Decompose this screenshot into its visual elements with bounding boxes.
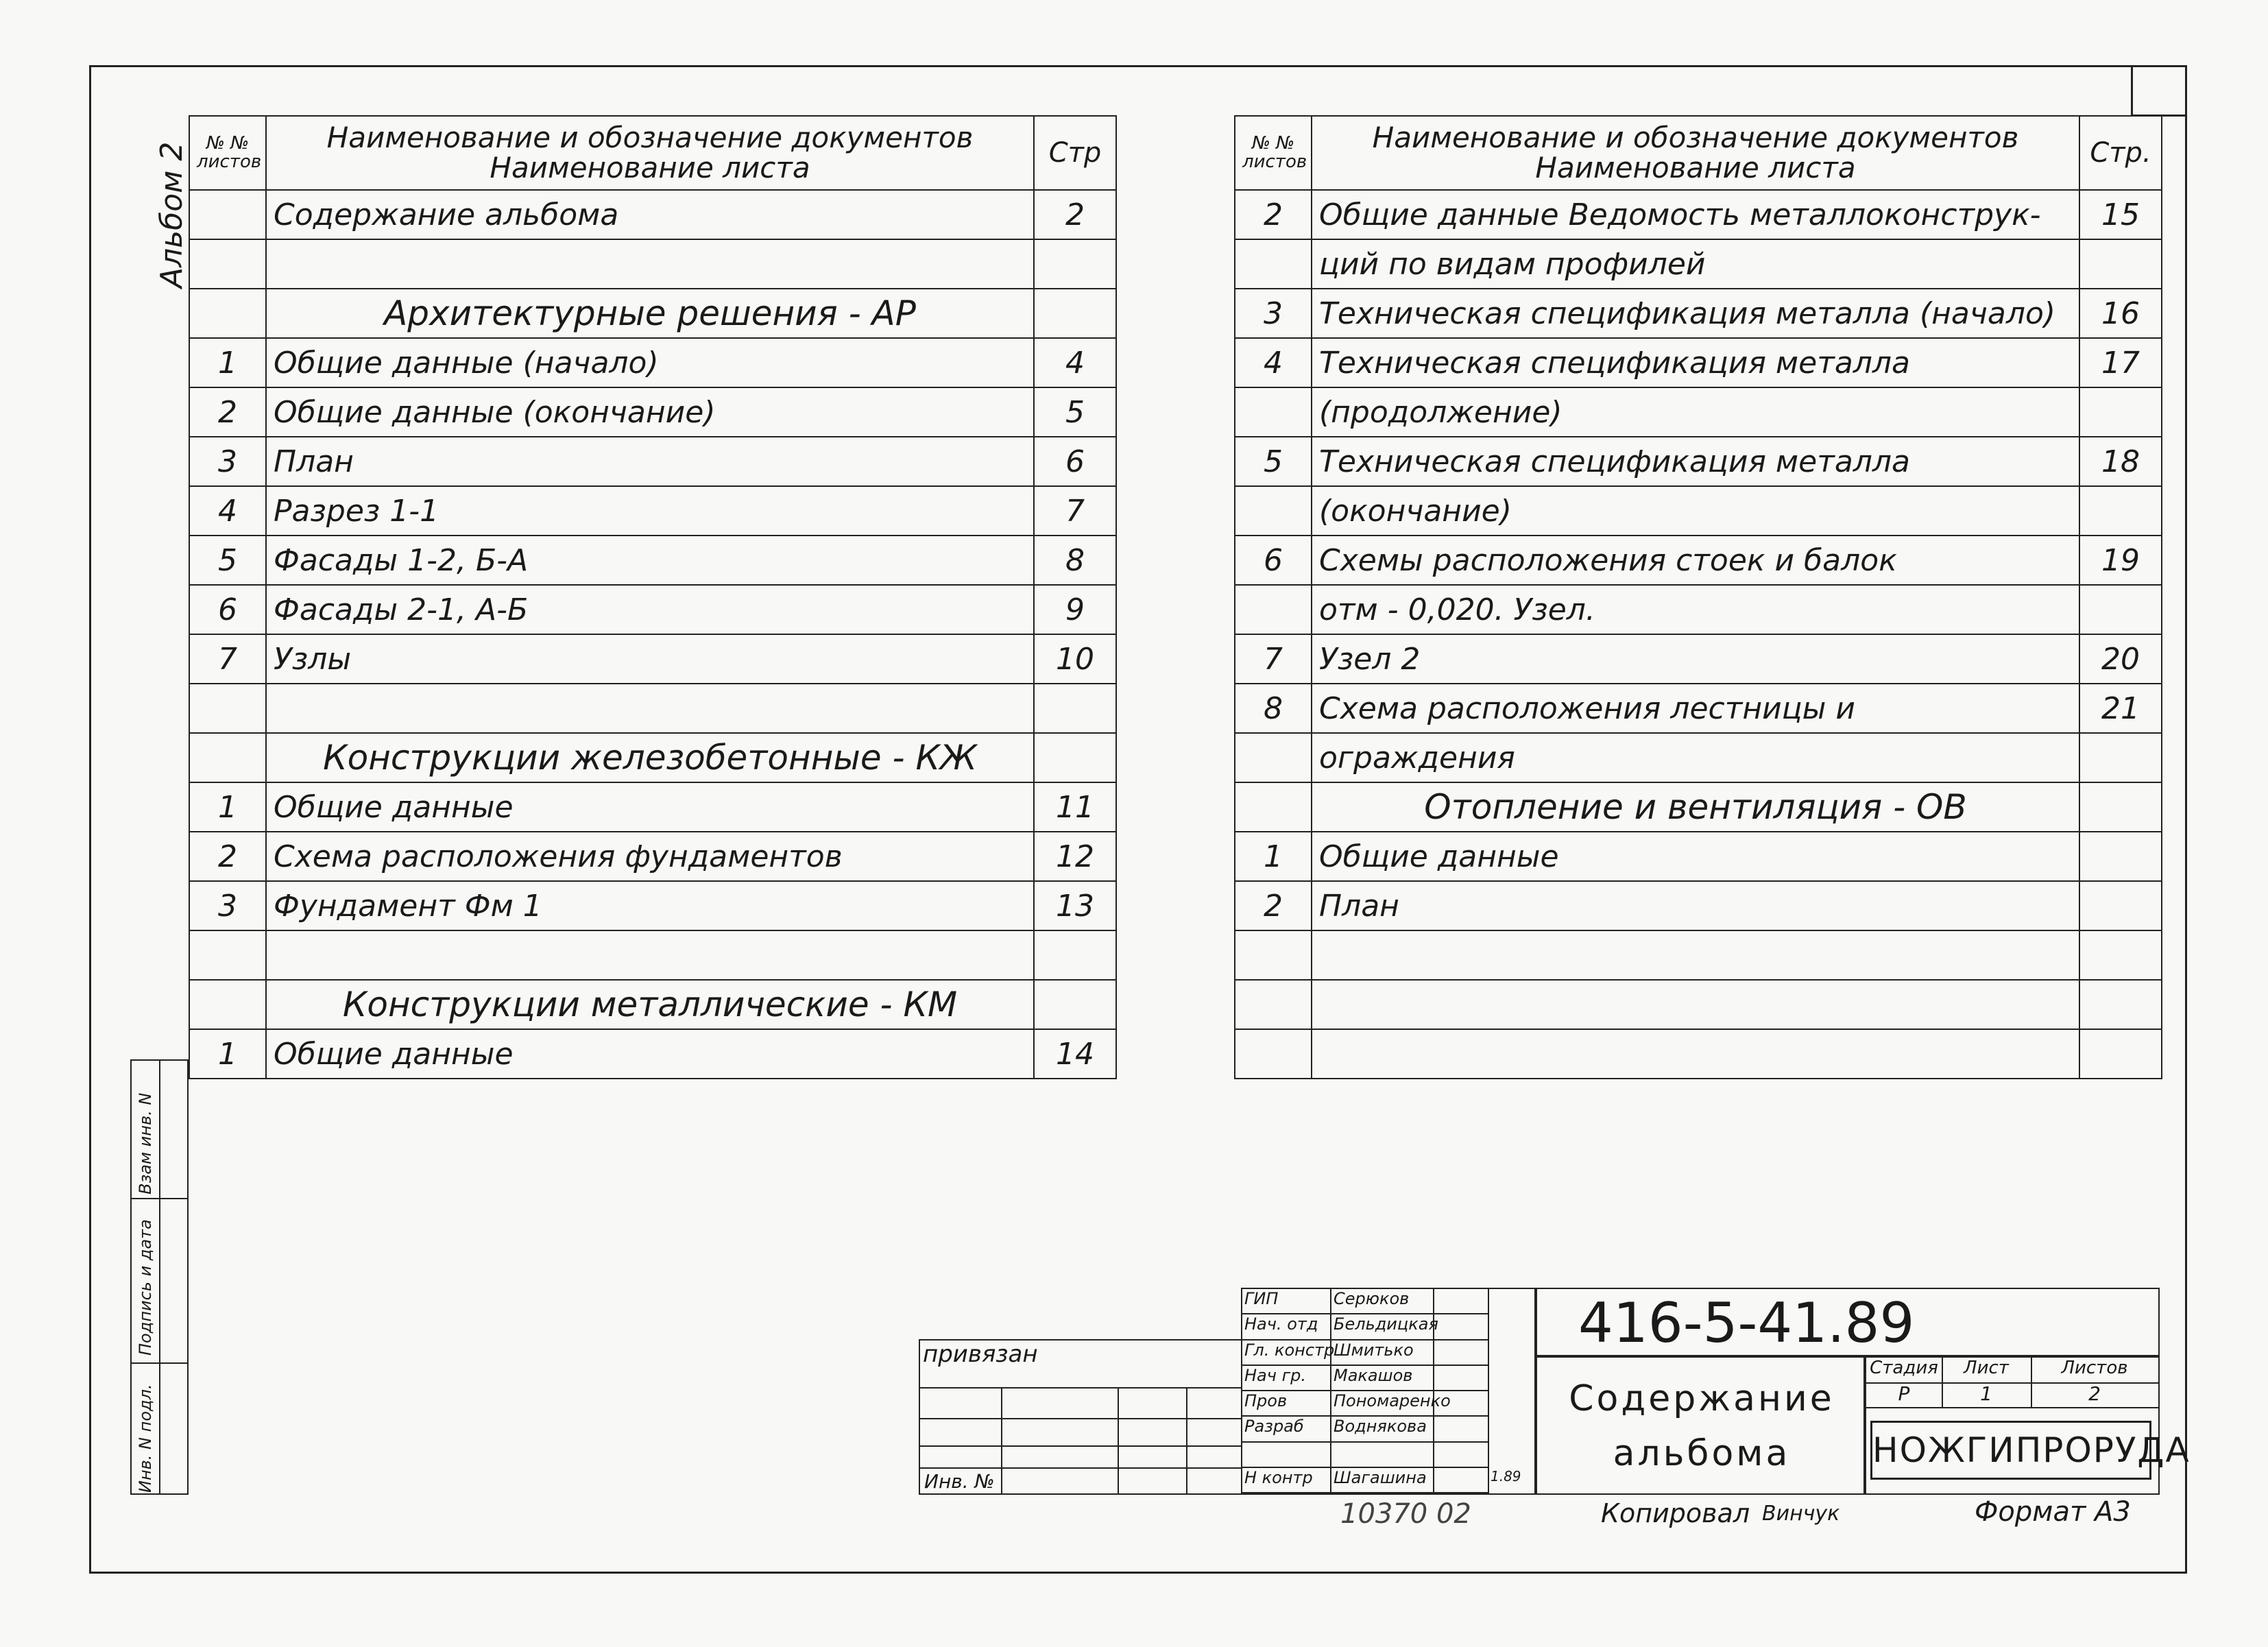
page-number [2079, 930, 2162, 980]
sheet-name: (продолжение) [1312, 387, 2079, 437]
page-number: 19 [2079, 536, 2162, 585]
signature-cell [1434, 1391, 1489, 1417]
page-number [2079, 733, 2162, 782]
right-contents-table [1234, 115, 2162, 1079]
header-page: Стр. [2079, 116, 2162, 190]
table-row [189, 239, 1116, 289]
sheet-name: Техническая спецификация металла (начало) [1312, 289, 2079, 338]
page-number: 7 [1034, 486, 1116, 536]
sheet-name [1312, 1029, 2079, 1079]
role-cell: Н контр [1242, 1468, 1331, 1493]
sheet-value: 1 [1942, 1382, 2032, 1408]
organization-logo: НОЖГИПРОРУДА [1870, 1421, 2151, 1480]
page-number: 13 [1034, 881, 1116, 930]
section-title: Отопление и вентиляция - ОВ [1312, 782, 2079, 832]
role-cell: Гл. констр [1242, 1341, 1331, 1366]
page-number [2079, 585, 2162, 634]
table-row [189, 1029, 1116, 1079]
strip-divider [132, 1362, 187, 1364]
page-number [2079, 387, 2162, 437]
table-row [189, 930, 1116, 980]
table-row [1235, 585, 2162, 634]
page-number: 10 [1034, 634, 1116, 684]
inv-no-label: Инв. № [924, 1470, 995, 1493]
page-number: 14 [1034, 1029, 1116, 1079]
table-row [189, 387, 1116, 437]
sheet-number: 4 [189, 486, 266, 536]
role-cell: ГИП [1242, 1289, 1331, 1314]
sheet-name: Общие данные [266, 782, 1034, 832]
page-number: 9 [1034, 585, 1116, 634]
sheet-number: 1 [1235, 832, 1312, 881]
sheet-number [189, 190, 266, 239]
table-row [189, 782, 1116, 832]
sheet-number: 6 [189, 585, 266, 634]
sheet-number: 8 [1235, 684, 1312, 733]
sheet-number: 4 [1235, 338, 1312, 387]
header-name [1312, 116, 2079, 190]
signature-cell [1434, 1366, 1489, 1391]
doc-number: 416-5-41.89 [1536, 1288, 2160, 1356]
sheet-name: (окончание) [1312, 486, 2079, 536]
sheet-number [189, 684, 266, 733]
sheet-name: ций по видам профилей [1312, 239, 2079, 289]
sheet-number: 5 [1235, 437, 1312, 486]
sheet-name: Общие данные Ведомость металлоконструк- [1312, 190, 2079, 239]
sheet-number [1235, 782, 1312, 832]
sheet-number: 6 [1235, 536, 1312, 585]
sheet-name: Фундамент Фм 1 [266, 881, 1034, 930]
table-row [1235, 832, 2162, 881]
sheet-number [1235, 387, 1312, 437]
table-row [189, 338, 1116, 387]
section-row [189, 289, 1116, 338]
page-number [2079, 881, 2162, 930]
header-no: № № листов [1235, 116, 1312, 190]
sheet-number [189, 980, 266, 1029]
header-name-line2: Наименование листа [1535, 151, 1856, 184]
copier-name: Винчук [1762, 1502, 1840, 1526]
sheet-number: 2 [189, 387, 266, 437]
table-header [189, 116, 1116, 190]
table-row [1235, 338, 2162, 387]
album-label: Альбом 2 [154, 141, 189, 288]
section-row [1235, 782, 2162, 832]
table-row [1235, 881, 2162, 930]
table-row [1235, 289, 2162, 338]
approval-strip [130, 1059, 189, 1495]
grid-line [919, 1418, 1241, 1419]
sheet-number [189, 733, 266, 782]
page-number [1034, 930, 1116, 980]
privyazan-label: привязан [923, 1341, 1038, 1368]
name-cell: Макашов [1331, 1366, 1434, 1391]
sheet-number [1235, 585, 1312, 634]
sheet-name: Общие данные (начало) [266, 338, 1034, 387]
sheet-name: Фасады 2-1, А-Б [266, 585, 1034, 634]
sheet-name [266, 239, 1034, 289]
page-number: 20 [2079, 634, 2162, 684]
grid-line [919, 1467, 1241, 1469]
copied-label: Копировал [1601, 1498, 1750, 1528]
sheet-name: Содержание альбома [266, 190, 1034, 239]
sheet-name: Общие данные [1312, 832, 2079, 881]
name-cell: Шмитько [1331, 1341, 1434, 1366]
page-number [2079, 782, 2162, 832]
grid-line [1186, 1387, 1187, 1495]
name-cell [1331, 1443, 1434, 1468]
sheet-name: Разрез 1-1 [266, 486, 1034, 536]
archive-number: 10370 02 [1340, 1498, 1471, 1530]
page-number [1034, 289, 1116, 338]
sheet-number: 2 [1235, 190, 1312, 239]
grid-line [1118, 1387, 1119, 1495]
table-row [189, 881, 1116, 930]
sheet-number: 7 [1235, 634, 1312, 684]
sheet-name: Схема расположения лестницы и [1312, 684, 2079, 733]
page-number: 5 [1034, 387, 1116, 437]
table-row [189, 832, 1116, 881]
sheet-name: Общие данные [266, 1029, 1034, 1079]
table-header [1235, 116, 2162, 190]
sheet-name: План [1312, 881, 2079, 930]
role-cell: Пров [1242, 1391, 1331, 1417]
name-cell: Воднякова [1331, 1417, 1434, 1442]
section-title: Архитектурные решения - АР [266, 289, 1034, 338]
signature-cell [1434, 1443, 1489, 1468]
table-row [189, 190, 1116, 239]
sheet-number: 1 [189, 782, 266, 832]
sheet-name: Общие данные (окончание) [266, 387, 1034, 437]
sheet-name: ограждения [1312, 733, 2079, 782]
sheet-number [1235, 930, 1312, 980]
sheet-name: Схемы расположения стоек и балок [1312, 536, 2079, 585]
section-row [189, 980, 1116, 1029]
signature-cell [1434, 1468, 1489, 1493]
table-row [1235, 1029, 2162, 1079]
page-number: 15 [2079, 190, 2162, 239]
header-no: № № листов [189, 116, 266, 190]
table-row [1235, 930, 2162, 980]
page-number: 4 [1034, 338, 1116, 387]
sheet-name: отм - 0,020. Узел. [1312, 585, 2079, 634]
page-number: 2 [1034, 190, 1116, 239]
section-title: Конструкции металлические - КМ [266, 980, 1034, 1029]
sheet-number: 3 [189, 881, 266, 930]
page-number: 11 [1034, 782, 1116, 832]
sheet-number [1235, 1029, 1312, 1079]
format-label: Формат А3 [1975, 1496, 2131, 1528]
table-row [1235, 486, 2162, 536]
left-contents-table [189, 115, 1117, 1079]
page-number: 8 [1034, 536, 1116, 585]
table-row [189, 585, 1116, 634]
table-row [189, 437, 1116, 486]
sheet-name: Фасады 1-2, Б-А [266, 536, 1034, 585]
sheet-number: 3 [1235, 289, 1312, 338]
table-row [1235, 634, 2162, 684]
header-name-line2: Наименование листа [490, 151, 810, 184]
sheet-name [266, 684, 1034, 733]
table-row [1235, 980, 2162, 1029]
page-number [1034, 980, 1116, 1029]
sheet-number: 1 [189, 338, 266, 387]
table-row [1235, 387, 2162, 437]
sheet-number: 1 [189, 1029, 266, 1079]
sheet-name: Техническая спецификация металла [1312, 437, 2079, 486]
header-name-line1: Наименование и обозначение документов [326, 120, 974, 154]
table-row [1235, 190, 2162, 239]
page-number [2079, 1029, 2162, 1079]
strip-label-sign: Подпись и дата [136, 1219, 155, 1356]
sheet-label: Лист [1942, 1358, 2032, 1384]
sheet-name: Схема расположения фундаментов [266, 832, 1034, 881]
grid-line [1001, 1387, 1002, 1495]
role-cell [1242, 1443, 1331, 1468]
stage-value: Р [1866, 1382, 1943, 1408]
strip-label-inv: Инв. N подл. [136, 1384, 155, 1493]
stage-block [1865, 1356, 2191, 1495]
page-number [2079, 980, 2162, 1029]
section-row [189, 733, 1116, 782]
sheet-number [1235, 980, 1312, 1029]
sheet-number [1235, 239, 1312, 289]
role-cell: Нач гр. [1242, 1366, 1331, 1391]
sheet-name [266, 930, 1034, 980]
title-block [919, 1288, 2191, 1495]
signatures-grid [1241, 1288, 1536, 1495]
corner-box [2131, 65, 2187, 117]
page-number [1034, 684, 1116, 733]
strip-divider [132, 1198, 187, 1199]
page-number: 17 [2079, 338, 2162, 387]
name-cell: Бельдицкая [1331, 1314, 1434, 1340]
role-cell: Нач. отд [1242, 1314, 1331, 1340]
sheet-number [189, 289, 266, 338]
section-title: Конструкции железобетонные - КЖ [266, 733, 1034, 782]
signature-cell [1434, 1341, 1489, 1366]
signature-cell [1434, 1289, 1489, 1314]
table-row [1235, 437, 2162, 486]
table-row [1235, 239, 2162, 289]
sheets-value: 2 [2031, 1382, 2158, 1408]
sheet-title-line2: альбома [1613, 1433, 1791, 1474]
page-number [2079, 832, 2162, 881]
sheet-name [1312, 980, 2079, 1029]
name-cell: Серюков [1331, 1289, 1434, 1314]
role-cell: Разраб [1242, 1417, 1331, 1442]
grid-line [919, 1387, 1241, 1388]
sheet-name [1312, 930, 2079, 980]
sheet-name: Узлы [266, 634, 1034, 684]
page-number [1034, 239, 1116, 289]
stage-label: Стадия [1866, 1358, 1943, 1384]
sheet-title [1536, 1356, 1865, 1495]
sheet-number: 2 [1235, 881, 1312, 930]
sheet-number [189, 239, 266, 289]
page-number: 12 [1034, 832, 1116, 881]
signature-cell [1434, 1417, 1489, 1442]
page-number [2079, 239, 2162, 289]
page-number: 6 [1034, 437, 1116, 486]
sheets-label: Листов [2031, 1358, 2158, 1384]
sheet-title-line1: Содержание [1569, 1378, 1835, 1419]
sheet-number [189, 930, 266, 980]
header-name-line1: Наименование и обозначение документов [1372, 120, 2019, 154]
sheet-number [1235, 486, 1312, 536]
strip-label-replace: Взам инв. N [136, 1092, 155, 1194]
page-number [2079, 486, 2162, 536]
table-row [189, 536, 1116, 585]
table-row [1235, 536, 2162, 585]
name-cell: Шагашина [1331, 1468, 1434, 1493]
sheet-name: Узел 2 [1312, 634, 2079, 684]
signature-cell [1434, 1314, 1489, 1340]
sheet-number: 2 [189, 832, 266, 881]
table-row [189, 634, 1116, 684]
page-number [1034, 733, 1116, 782]
table-row [189, 486, 1116, 536]
table-row [1235, 733, 2162, 782]
page-number: 21 [2079, 684, 2162, 733]
sheet-name: План [266, 437, 1034, 486]
date-cell: 1.89 [1491, 1467, 1521, 1484]
table-row [1235, 684, 2162, 733]
header-page: Стр [1034, 116, 1116, 190]
grid-line [919, 1445, 1241, 1447]
strip-divider [159, 1061, 160, 1493]
header-name [266, 116, 1034, 190]
sheet-number: 3 [189, 437, 266, 486]
table-row [189, 684, 1116, 733]
sheet-number [1235, 733, 1312, 782]
page-number: 18 [2079, 437, 2162, 486]
sheet-name: Техническая спецификация металла [1312, 338, 2079, 387]
name-cell: Пономаренко [1331, 1391, 1434, 1417]
sheet-number: 5 [189, 536, 266, 585]
page-number: 16 [2079, 289, 2162, 338]
sheet-number: 7 [189, 634, 266, 684]
